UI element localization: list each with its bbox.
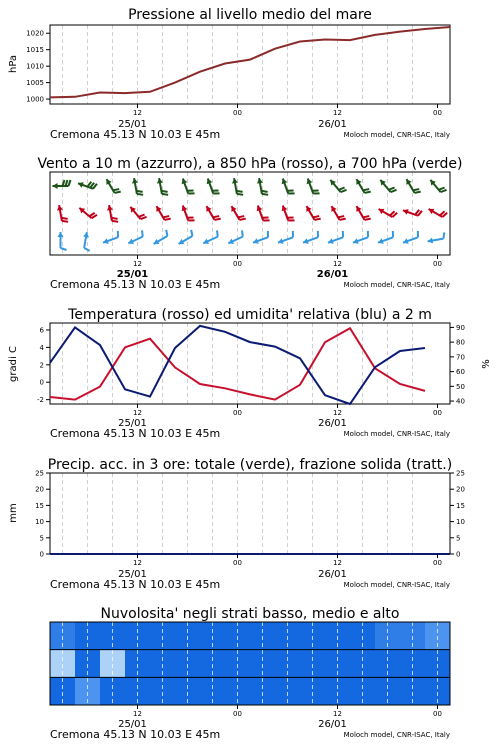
barb-feather (443, 232, 444, 238)
barb-feather (237, 194, 243, 195)
y-tick-label: 60 (456, 368, 465, 377)
location-label: Cremona 45.13 N 10.03 E 45m (50, 278, 221, 291)
model-credit: Moloch model, CNR-ISAC, Italy (343, 281, 450, 289)
panel-temperature (8, 307, 492, 417)
y-tick-label: 15 (35, 501, 44, 510)
barb-feather (62, 221, 68, 222)
time-tick-label: 00 (433, 260, 442, 268)
time-tick-label: 00 (233, 409, 242, 417)
pressure-ylabel: hPa (8, 54, 19, 74)
temperature-title: Temperatura (rosso) ed umidita' relativa (blu) a 2 m (68, 307, 432, 323)
barb-feather (217, 230, 218, 236)
precipitation-ylabel: mm (8, 503, 19, 523)
y-tick-label-right: 15 (456, 501, 465, 510)
wind-plot (50, 172, 450, 268)
date-label: 26/01 (318, 719, 347, 730)
panel-precipitation (8, 457, 465, 567)
time-tick-label: 00 (433, 109, 442, 117)
plot-background (50, 473, 450, 554)
y-tick-label: 1015 (26, 46, 44, 55)
clouds-plot (50, 622, 451, 718)
barb-feather (236, 191, 242, 192)
date-label: 25/01 (116, 269, 149, 280)
date-label: 26/01 (318, 569, 347, 580)
barb-feather (340, 219, 346, 220)
time-tick-label: 12 (333, 409, 342, 417)
barb-feather (262, 194, 268, 195)
y-tick-label: 50 (456, 382, 465, 391)
humidity-ylabel: % (481, 359, 492, 369)
time-tick-label: 12 (333, 260, 342, 268)
time-tick-label: 12 (333, 559, 342, 567)
barb-feather (163, 216, 169, 217)
panel-wind (37, 156, 462, 268)
barb-feather (413, 189, 419, 190)
time-tick-label: 00 (433, 409, 442, 417)
clouds-title: Nuvolosita' negli strati basso, medio e alto (100, 606, 400, 622)
time-tick-label: 12 (333, 109, 342, 117)
temperature-plot (37, 323, 465, 417)
barb-feather (111, 218, 117, 219)
barb-feather (363, 189, 369, 190)
barb-feather (61, 218, 67, 219)
time-tick-label: 00 (233, 559, 242, 567)
date-label: 26/01 (316, 269, 349, 280)
temperature-ylabel: gradi C (8, 346, 19, 382)
model-credit: Moloch model, CNR-ISAC, Italy (343, 131, 450, 139)
time-tick-label: 12 (133, 710, 142, 718)
precipitation-title: Precip. acc. in 3 ore: totale (verde), frazione solida (tratt.) (47, 457, 453, 473)
y-tick-label-right: 5 (456, 534, 461, 543)
panel-pressure (8, 7, 450, 117)
barb-feather (191, 230, 192, 236)
y-tick-label: 4 (39, 343, 44, 352)
y-tick-label: 1000 (26, 95, 44, 104)
barb-feather (166, 230, 167, 236)
model-credit: Moloch model, CNR-ISAC, Italy (343, 430, 450, 438)
y-tick-label: 10 (35, 518, 44, 527)
barb-feather (136, 191, 142, 192)
location-label: Cremona 45.13 N 10.03 E 45m (50, 578, 221, 591)
y-tick-label-right: 0 (456, 550, 461, 559)
y-tick-label: 40 (456, 397, 465, 406)
y-tick-label: 1005 (26, 79, 44, 88)
barb-feather (215, 219, 221, 220)
barb-feather (313, 216, 319, 217)
barb-feather (137, 194, 143, 195)
y-tick-label: 80 (456, 338, 465, 347)
y-tick-label: 70 (456, 353, 465, 362)
barb-feather (240, 219, 246, 220)
y-tick-label: 25 (35, 469, 44, 478)
time-tick-label: 00 (233, 710, 242, 718)
date-label: 26/01 (318, 418, 347, 429)
time-tick-label: 12 (133, 109, 142, 117)
date-label: 25/01 (118, 569, 147, 580)
time-tick-label: 00 (233, 260, 242, 268)
y-tick-label-right: 20 (456, 485, 465, 494)
barb-feather (415, 192, 421, 193)
date-label: 26/01 (318, 119, 347, 130)
location-label: Cremona 45.13 N 10.03 E 45m (50, 128, 221, 141)
time-tick-label: 00 (433, 559, 442, 567)
barb-feather (261, 191, 267, 192)
barb-feather (112, 221, 118, 222)
date-label: 25/01 (118, 719, 147, 730)
barb-feather (363, 216, 369, 217)
panel-clouds (50, 606, 451, 718)
location-label: Cremona 45.13 N 10.03 E 45m (50, 728, 221, 741)
y-tick-label-right: 25 (456, 469, 465, 478)
pressure-plot (26, 25, 450, 117)
barb-feather (161, 191, 167, 192)
barb-feather (142, 230, 143, 236)
location-label: Cremona 45.13 N 10.03 E 45m (50, 427, 221, 440)
y-tick-label-right: 10 (456, 518, 465, 527)
barb-feather (338, 216, 344, 217)
barb-feather (238, 216, 244, 217)
time-tick-label: 00 (233, 109, 242, 117)
y-tick-label: 0 (39, 378, 44, 387)
y-tick-label: 5 (39, 534, 44, 543)
barb-feather (365, 192, 371, 193)
time-tick-label: 12 (133, 260, 142, 268)
y-tick-label: 6 (39, 326, 44, 335)
y-tick-label: 1010 (26, 62, 44, 71)
model-credit: Moloch model, CNR-ISAC, Italy (343, 581, 450, 589)
precipitation-plot (35, 470, 465, 568)
barb-feather (165, 219, 171, 220)
barb-feather (115, 192, 121, 193)
y-tick-label: 2 (39, 361, 44, 370)
y-tick-label: 0 (39, 550, 44, 559)
barb-feather (365, 219, 371, 220)
time-tick-label: 12 (333, 710, 342, 718)
pressure-title: Pressione al livello medio del mare (128, 7, 372, 23)
barb-feather (162, 194, 168, 195)
wind-title: Vento a 10 m (azzurro), a 850 hPa (rosso), a 700 hPa (verde) (37, 156, 463, 172)
barb-feather (213, 216, 219, 217)
y-tick-label: 90 (456, 323, 465, 332)
y-tick-label: 20 (35, 485, 44, 494)
time-tick-label: 00 (433, 710, 442, 718)
barb-feather (315, 219, 321, 220)
barb-feather (113, 189, 119, 190)
date-label: 25/01 (118, 418, 147, 429)
y-tick-label: -2 (37, 396, 44, 405)
time-tick-label: 12 (133, 409, 142, 417)
barb-feather (242, 230, 243, 236)
date-label: 25/01 (118, 119, 147, 130)
y-tick-label: 1020 (26, 29, 44, 38)
time-tick-label: 12 (133, 559, 142, 567)
model-credit: Moloch model, CNR-ISAC, Italy (343, 731, 450, 739)
